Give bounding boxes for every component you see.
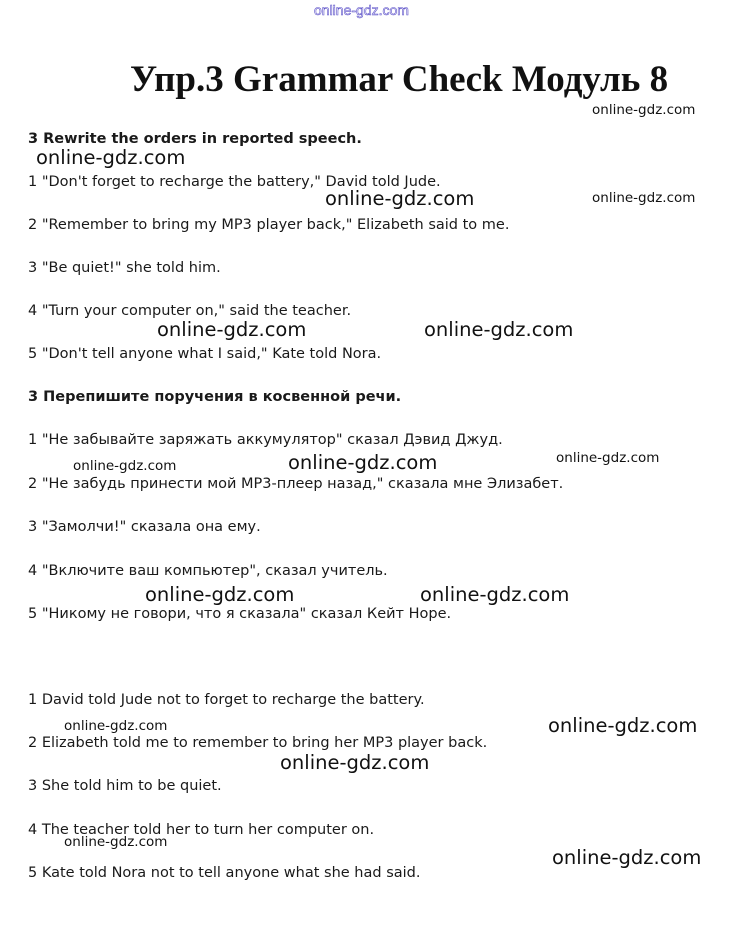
watermark: online-gdz.com (145, 583, 295, 606)
english-task-line-3: 3 "Be quiet!" she told him. (28, 260, 221, 276)
watermark: online-gdz.com (73, 458, 177, 474)
answer-line-2: 2 Elizabeth told me to remember to bring her MP3 player back. (28, 735, 488, 751)
answer-line-5: 5 Kate told Nora not to tell anyone what she had said. (28, 865, 421, 881)
watermark: online-gdz.com (157, 318, 307, 341)
russian-task-line-1: 1 "Не забывайте заряжать аккумулятор" сказал Дэвид Джуд. (28, 432, 503, 448)
answer-line-1: 1 David told Jude not to forget to recharge the battery. (28, 692, 425, 708)
english-task-line-1: 1 "Don't forget to recharge the battery," David told Jude. (28, 174, 441, 190)
english-task-line-4: 4 "Turn your computer on," said the teacher. (28, 303, 352, 319)
watermark: online-gdz.com (325, 187, 475, 210)
answer-line-3: 3 She told him to be quiet. (28, 778, 222, 794)
watermark: online-gdz.com (36, 146, 186, 169)
header-watermark: online-gdz.com (314, 2, 409, 18)
watermark: online-gdz.com (592, 102, 696, 118)
english-task-heading: 3 Rewrite the orders in reported speech. (28, 131, 362, 147)
russian-task-line-5: 5 "Никому не говори, что я сказала" сказал Кейт Норе. (28, 606, 452, 622)
watermark: online-gdz.com (556, 450, 660, 466)
watermark: online-gdz.com (280, 751, 430, 774)
watermark: online-gdz.com (288, 451, 438, 474)
russian-task-line-4: 4 "Включите ваш компьютер", сказал учитель. (28, 563, 388, 579)
russian-task-line-3: 3 "Замолчи!" сказала она ему. (28, 519, 261, 535)
watermark: online-gdz.com (424, 318, 574, 341)
russian-task-heading: 3 Перепишите поручения в косвенной речи. (28, 389, 402, 405)
watermark: online-gdz.com (420, 583, 570, 606)
watermark: online-gdz.com (592, 190, 696, 206)
english-task-line-5: 5 "Don't tell anyone what I said," Kate told Nora. (28, 346, 382, 362)
watermark: online-gdz.com (64, 834, 168, 850)
answer-line-4: 4 The teacher told her to turn her computer on. (28, 822, 375, 838)
watermark: online-gdz.com (64, 718, 168, 734)
watermark: online-gdz.com (548, 714, 698, 737)
watermark: online-gdz.com (552, 846, 702, 869)
page-title: Упр.3 Grammar Check Модуль 8 (130, 59, 669, 100)
english-task-line-2: 2 "Remember to bring my MP3 player back," Elizabeth said to me. (28, 217, 510, 233)
russian-task-line-2: 2 "Не забудь принести мой MP3-плеер назад," сказала мне Элизабет. (28, 476, 564, 492)
